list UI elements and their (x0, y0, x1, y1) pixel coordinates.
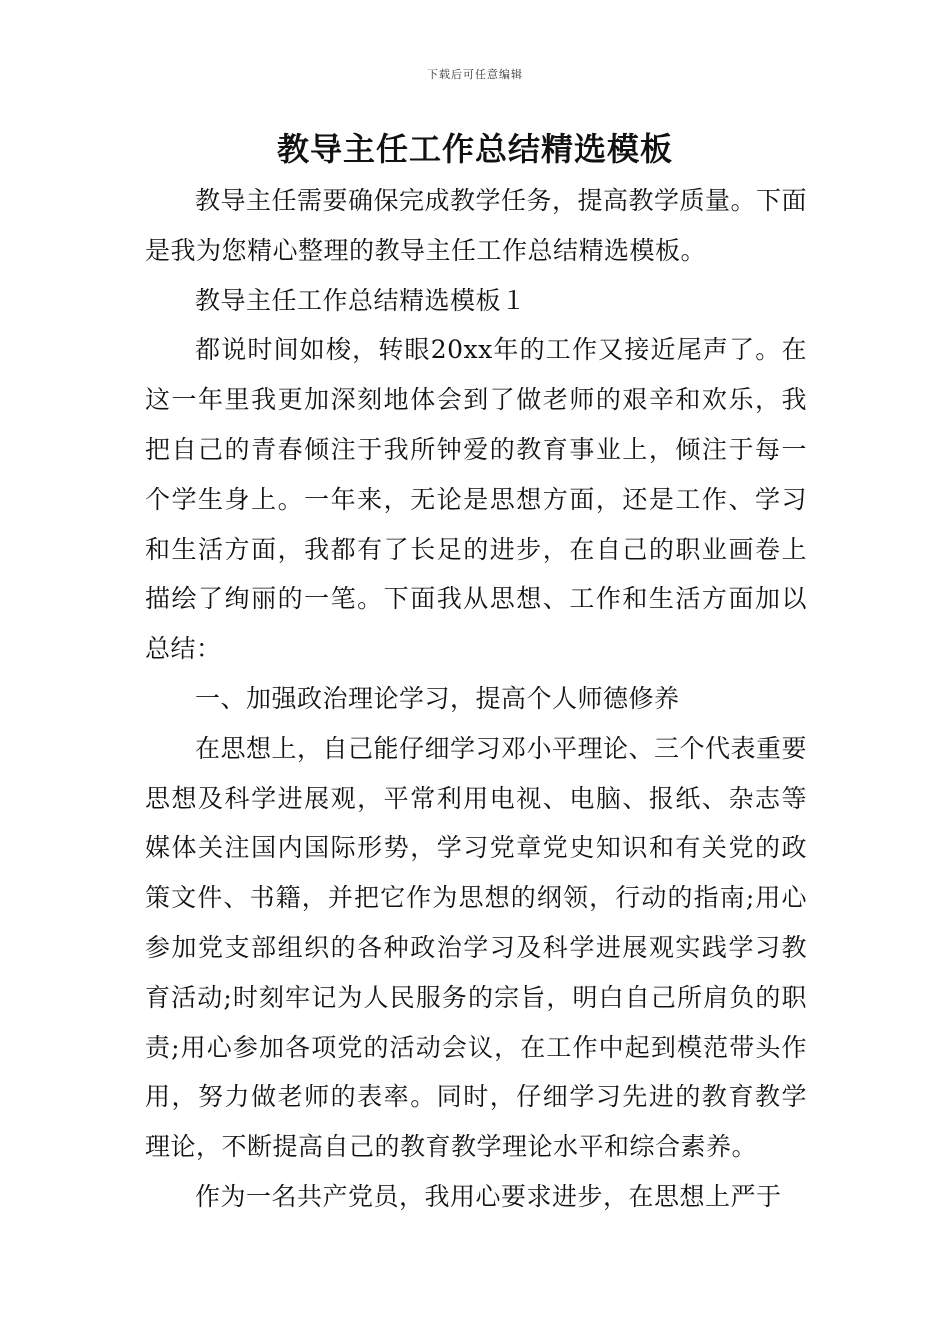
document-title: 教导主任工作总结精选模板 (276, 130, 673, 168)
paragraph-section-title: 教导主任工作总结精选模板１ (195, 285, 527, 315)
paragraph-summary: 都说时间如梭，转眼20xx年的工作又接近尾声了。在这一年里我更加深刻地体会到了做老师的艰辛和欢乐，我把自己的青春倾注于我所钟爱的教育事业上，倾注于每一个学生身上。一年来，无论是思想方面，还是工作、学习和生活方面，我都有了长足的进步，在自己的职业画卷上描绘了绚丽的一笔。下面我从思想、工作和生活方面加以总结： (145, 335, 807, 664)
paragraph-heading-one: 一、加强政治理论学习，提高个人师德修养 (195, 683, 680, 713)
header-note: 下载后可任意编辑 (427, 68, 523, 81)
paragraph-party-member: 作为一名共产党员，我用心要求进步，在思想上严于 (195, 1181, 782, 1211)
paragraph-thought: 在思想上，自己能仔细学习邓小平理论、三个代表重要思想及科学进展观，平常利用电视、电脑、报纸、杂志等媒体关注国内国际形势，学习党章党史知识和有关党的政策文件、书籍，并把它作为思想的纲领，行动的指南;用心参加党支部组织的各种政治学习及科学进展观实践学习教育活动;时刻牢记为人民服务的宗旨，明白自己所肩负的职责;用心参加各项党的活动会议，在工作中起到模范带头作用，努力做老师的表率。同时，仔细学习先进的教育教学理论，不断提高自己的教育教学理论水平和综合素养。 (145, 733, 808, 1162)
paragraph-intro: 教导主任需要确保完成教学任务，提高教学质量。下面是我为您精心整理的教导主任工作总结精选模板。 (145, 186, 808, 265)
document-body (145, 176, 807, 1222)
